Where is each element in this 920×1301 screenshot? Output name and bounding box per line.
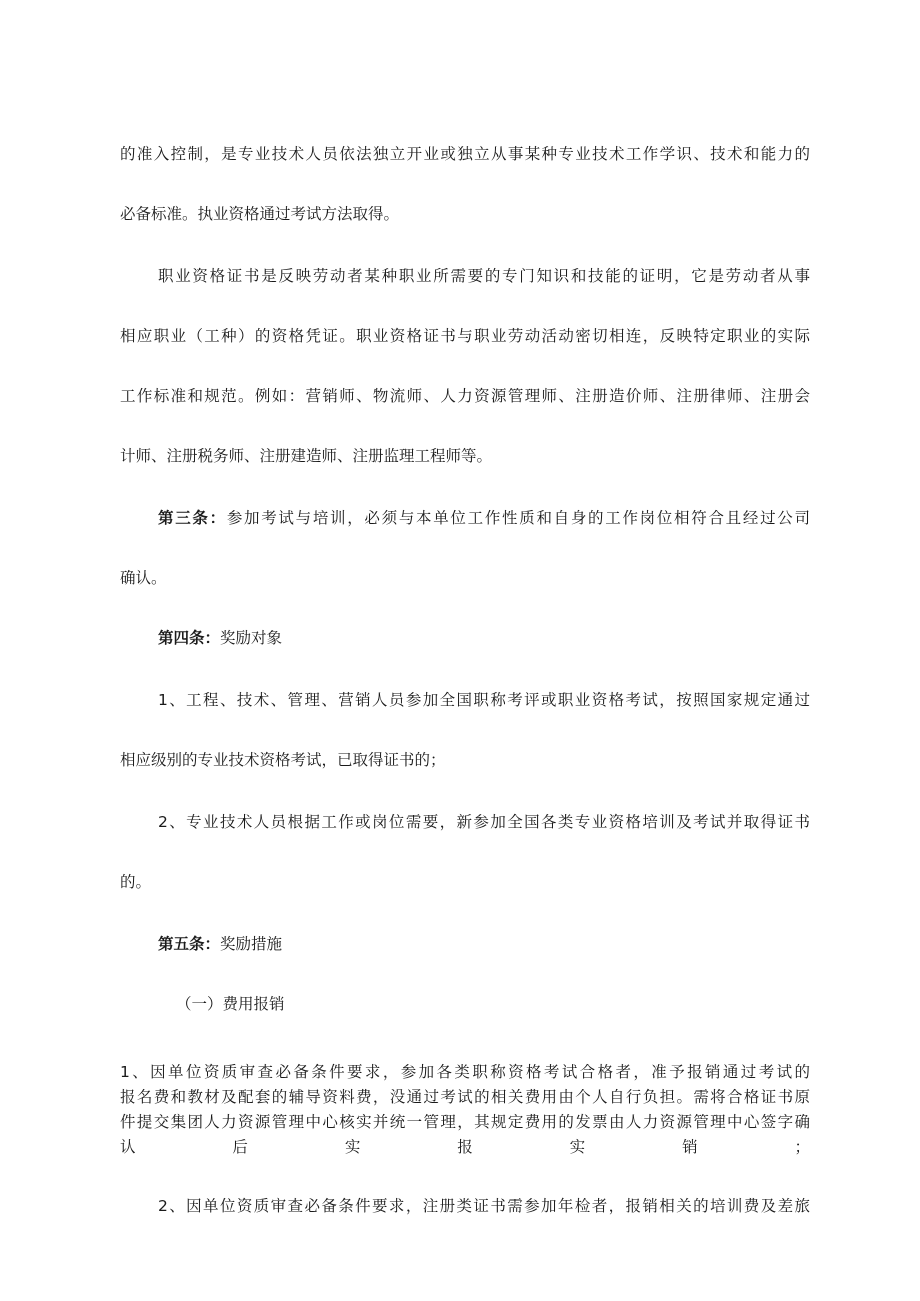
item-1-line-2: 相应级别的专业技术资格考试，已取得证书的； (120, 751, 446, 769)
reimb-1-line-1: 1、因单位资质审查必备条件要求，参加各类职称资格考试合格者，准予报销通过考试的 (120, 1063, 810, 1081)
item-2-line-2: 的。 (120, 873, 152, 891)
article-4-label: 第四条： (158, 629, 221, 647)
article-4 (158, 628, 810, 648)
article-3-label: 第三条： (158, 509, 227, 527)
article-4-text: 奖励对象 (220, 629, 283, 647)
reimb-2-line-1: 2、因单位资质审查必备条件要求，注册类证书需参加年检者，报销相关的培训费及差旅 (158, 1197, 810, 1215)
subsection-1-heading: （一）费用报销 (176, 995, 285, 1013)
p2-line-3: 工作标准和规范。例如：营销师、物流师、人力资源管理师、注册造价师、注册律师、注册会 (120, 387, 810, 405)
p1-line-1: 的准入控制，是专业技术人员依法独立开业或独立从事某种专业技术工作学识、技术和能力的 (120, 145, 810, 163)
p2-line-4: 计师、注册税务师、注册建造师、注册监理工程师等。 (120, 447, 493, 465)
reimb-1-line-2: 报名费和教材及配套的辅导资料费，没通过考试的相关费用由个人自行负担。需将合格证书原 (120, 1088, 810, 1106)
article-3-line-1 (158, 508, 810, 528)
article-5-label: 第五条： (158, 935, 221, 953)
article-5-text: 奖励措施 (220, 935, 283, 953)
item-1-line-1: 1、工程、技术、管理、营销人员参加全国职称考评或职业资格考试，按照国家规定通过 (158, 691, 810, 709)
article-3-text: 参加考试与培训，必须与本单位工作性质和自身的工作岗位相符合且经过公司 (226, 509, 810, 527)
article-3-line-2: 确认。 (120, 569, 167, 587)
item-2-line-1: 2、专业技术人员根据工作或岗位需要，新参加全国各类专业资格培训及考试并取得证书 (158, 813, 810, 831)
article-5 (158, 934, 810, 954)
reimb-1-line-4: 认后实报实销； (120, 1138, 810, 1156)
reimb-1-line-3: 件提交集团人力资源管理中心核实并统一管理，其规定费用的发票由人力资源管理中心签字确 (120, 1113, 810, 1131)
p2-line-1: 职业资格证书是反映劳动者某种职业所需要的专门知识和技能的证明，它是劳动者从事 (158, 267, 810, 285)
p1-line-2: 必备标准。执业资格通过考试方法取得。 (120, 205, 400, 223)
p2-line-2: 相应职业（工种）的资格凭证。职业资格证书与职业劳动活动密切相连，反映特定职业的实际 (120, 327, 810, 345)
